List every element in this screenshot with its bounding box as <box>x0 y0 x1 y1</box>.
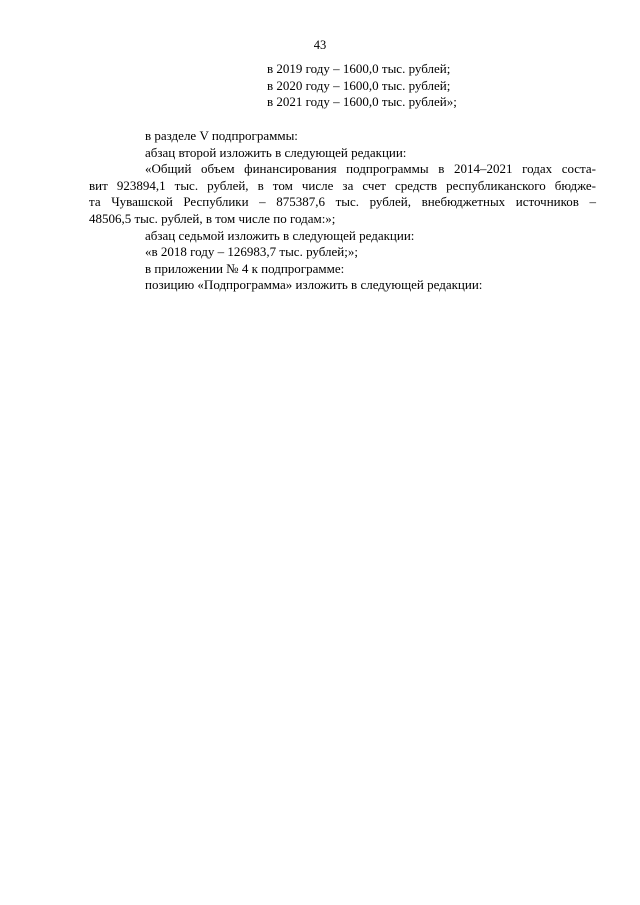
document-body <box>89 128 596 294</box>
year-amount-2020: в 2020 году – 1600,0 тыс. рублей; <box>267 77 451 93</box>
position-instruction: позицию «Подпрограмма» изложить в следующей редакции: <box>145 277 483 293</box>
financing-quote-line: та Чувашской Республики – 875387,6 тыс. рублей, внебюджетных источников – <box>89 194 596 210</box>
paragraph-seven-instruction: абзац седьмой изложить в следующей редакции: <box>145 227 415 243</box>
financing-quote-line: вит 923894,1 тыс. рублей, в том числе за счет средств республиканского бюдже- <box>89 177 596 193</box>
page-number: 43 <box>313 38 327 52</box>
appendix-four-intro: в приложении № 4 к подпрограмме: <box>145 260 345 276</box>
year-amount-2021: в 2021 году – 1600,0 тыс. рублей»; <box>267 94 457 110</box>
paragraph-two-instruction: абзац второй изложить в следующей редакции: <box>145 144 407 160</box>
paragraph-seven-text: «в 2018 году – 126983,7 тыс. рублей;»; <box>145 244 358 260</box>
year-amount-list <box>267 61 457 111</box>
financing-quote-line: «Общий объем финансирования подпрограммы в 2014–2021 годах соста- <box>145 161 596 177</box>
section-v-intro: в разделе V подпрограммы: <box>145 128 298 143</box>
year-amount-2019: в 2019 году – 1600,0 тыс. рублей; <box>267 61 451 76</box>
financing-quote-line: 48506,5 тыс. рублей, в том числе по годам:»; <box>89 210 336 226</box>
financing-quote <box>89 161 596 227</box>
